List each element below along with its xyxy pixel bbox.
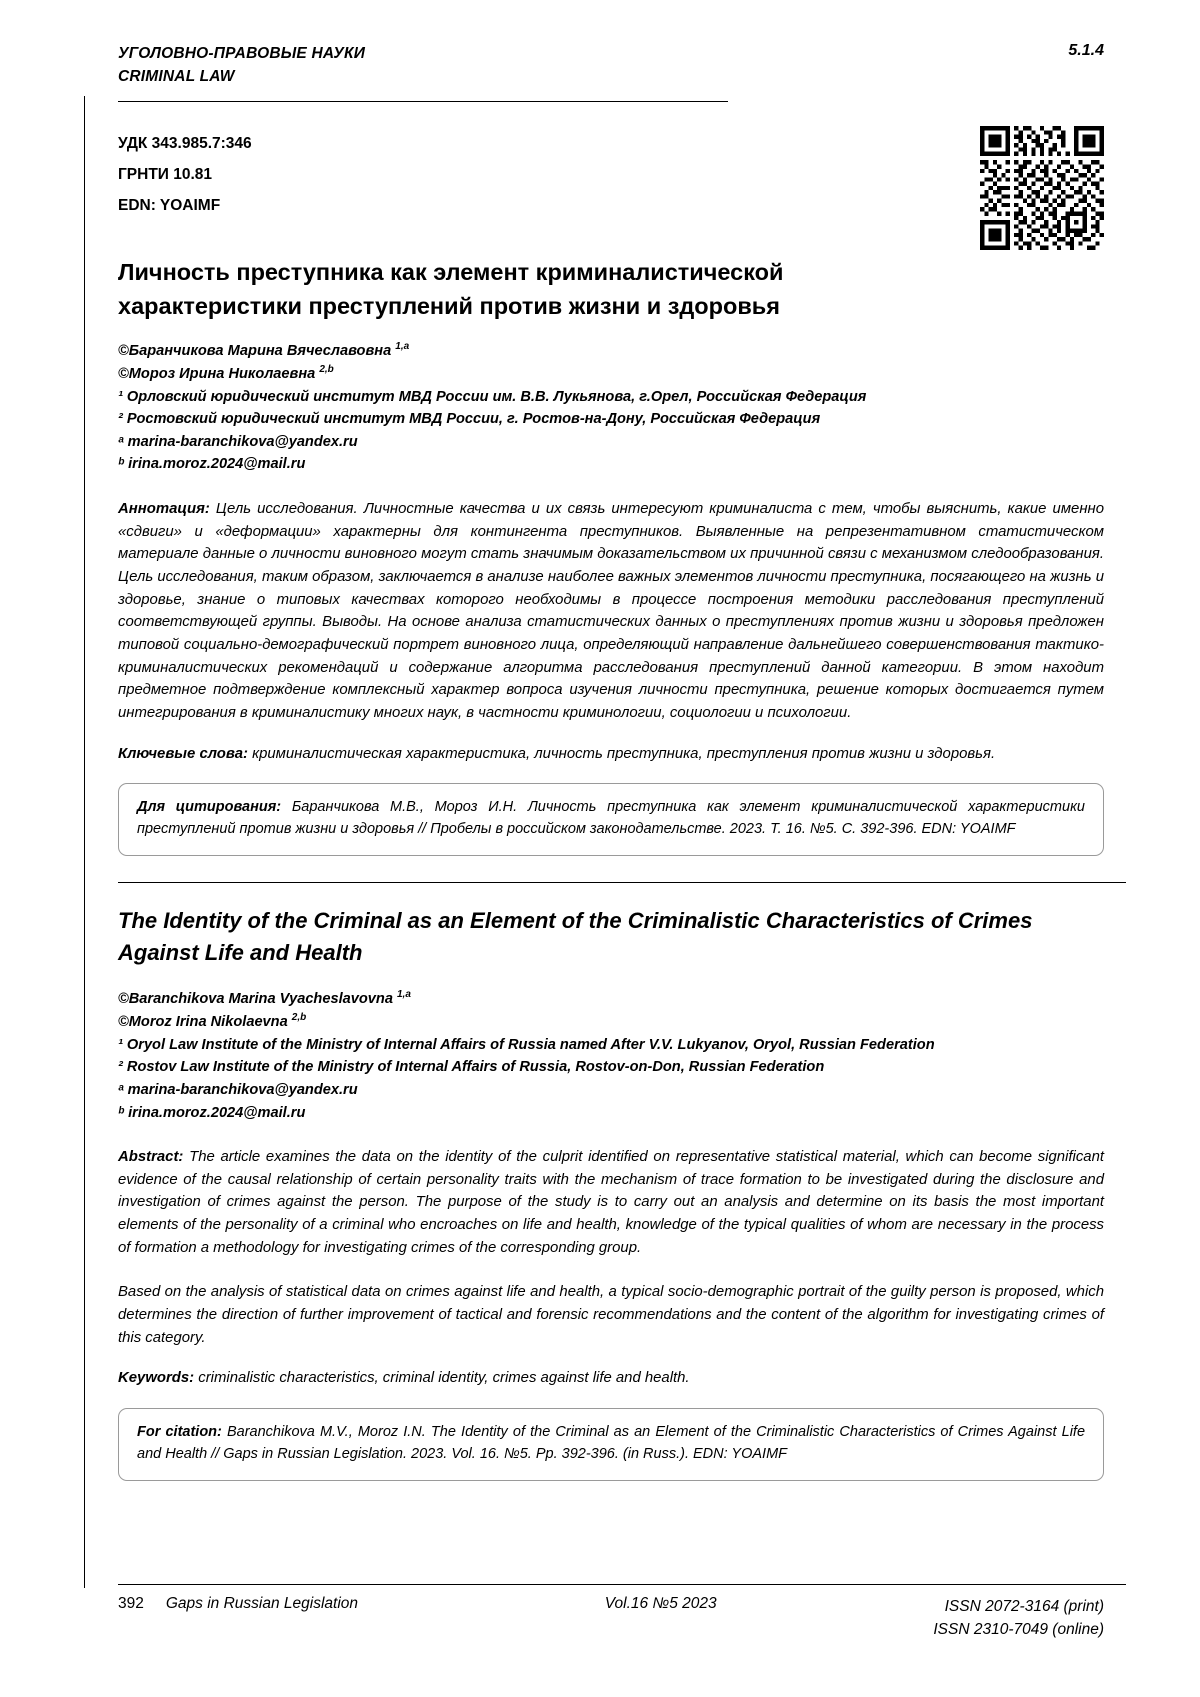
author-name-ru-2: ©Мороз Ирина Николаевна	[118, 365, 320, 382]
footer-left	[118, 1595, 358, 1613]
abstract-text-ru: Цель исследования. Личностные качества и их связь интересуют криминалиста с тем, чтобы выяснить, какие именно «сдвиги» и «деформации» характерны для контингента преступников. Выявленные на репрезентативном статистическом материале данные о личности виновного могут стать значимым доказательством их причинной связи с механизмом следообразования. Цель исследования, таким образом, заключается в анализе наиболее важных элементов личности преступника, посягающего на жизнь и здоровье, знание о типовых качествах которого необходимы в процессе построения методики расследования преступлений соответствующей группы. Выводы. На основе анализа статистических данных о преступлениях против жизни и здоровья предложен типовой социально-демографический портрет виновного лица, определяющий направление дальнейшего совершенствования тактико-криминалистических рекомендаций и содержание алгоритма расследования преступлений данной категории. В этом находит предметное подтверждение комплексный характер вопроса изучения личности преступника, решение которых достигается путем интегрирования в криминалистику многих наук, в частности криминологии, социологии и психологии.	[118, 501, 1104, 721]
page-footer	[96, 1584, 1104, 1642]
page-header	[96, 42, 1104, 89]
section-code: 5.1.4	[1068, 42, 1104, 59]
author-affil-sup-ru-2: 2,b	[319, 364, 334, 376]
abstract-en-paragraph-1	[96, 1146, 1104, 1259]
author-affil-sup-en-2: 2,b	[291, 1012, 307, 1024]
citation-box-en	[118, 1408, 1104, 1481]
section-heading-en: CRIMINAL LAW	[118, 68, 235, 86]
identifier-block	[96, 128, 1104, 221]
author-affil-sup-ru-1: 1,a	[395, 340, 410, 352]
page-title-ru: Личность преступника как элемент криминалистической характеристики преступлений против жизни и здоровья	[118, 258, 784, 319]
authors-block-en	[96, 987, 1104, 1124]
abstract-label-ru: Аннотация:	[118, 501, 210, 517]
udk-code: УДК 343.985.7:346	[118, 134, 252, 152]
left-margin-rule	[84, 96, 85, 1588]
author-line-ru-2	[118, 362, 1104, 385]
author-email-ru-1[interactable]: ᵃ marina-baranchikova@yandex.ru	[118, 433, 358, 450]
footer-divider	[118, 1584, 1126, 1585]
header-divider	[118, 101, 728, 102]
issn-online: ISSN 2310-7049 (online)	[933, 1620, 1104, 1638]
author-line-en-1	[118, 987, 1104, 1010]
author-email-en-1[interactable]: ᵃ marina-baranchikova@yandex.ru	[118, 1081, 358, 1098]
abstract-en-paragraph-2: Based on the analysis of statistical data on crimes against life and health, a typical socio-demographic portrait of the guilty person is proposed, which determines the direction of further improvement of tactical and forensic recommendations and the content of the algorithm for investigating crimes of this category.	[118, 1284, 1104, 1346]
author-name-en-1: ©Baranchikova Marina Vyacheslavovna	[118, 990, 397, 1007]
author-email-en-2[interactable]: ᵇ irina.moroz.2024@mail.ru	[118, 1104, 306, 1121]
abstract-label-en: Abstract:	[118, 1149, 184, 1166]
citation-label-en: For citation:	[137, 1424, 222, 1441]
keywords-text-ru: криминалистическая характеристика, личность преступника, преступления против жизни и здоровья.	[247, 745, 996, 762]
edn-code: EDN: YOAIMF	[118, 196, 221, 214]
grnti-code: ГРНТИ 10.81	[118, 165, 213, 183]
citation-text-ru: Баранчикова М.В., Мороз И.Н. Личность преступника как элемент криминалистической характеристики преступлений против жизни и здоровья // Пробелы в российском законодательстве. 2023. Т. 16. №5. С. 392-396. EDN: YOAIMF	[137, 799, 1085, 837]
keywords-en	[96, 1367, 1104, 1390]
page-title-en: The Identity of the Criminal as an Element of the Criminalistic Characteristics of Crimes Against Life and Health	[118, 907, 1033, 965]
author-email-ru-2[interactable]: ᵇ irina.moroz.2024@mail.ru	[118, 456, 306, 473]
abstract-text-en-1: The article examines the data on the identity of the culprit identified on representative statistical material, which can become significant evidence of the causal relationship of certain personality traits with the mechanism of trace formation to be investigated during the disclosure and investigation of crimes against the person. The purpose of the study is to carry out an analysis and determine on its basis the most important elements of the personality of a criminal who encroaches on life and health, knowledge of the typical qualities of whom are necessary in the process of formation a methodology for investigating crimes of the corresponding group.	[118, 1149, 1104, 1256]
keywords-text-en: criminalistic characteristics, criminal identity, crimes against life and health.	[194, 1370, 690, 1387]
page-number: 392	[118, 1594, 144, 1612]
affiliation-ru-2: ² Ростовский юридический институт МВД России, г. Ростов-на-Дону, Российская Федерация	[118, 411, 821, 428]
author-line-ru-1	[118, 339, 1104, 362]
keywords-ru	[96, 743, 1104, 766]
issn-block	[933, 1595, 1104, 1642]
affiliation-ru-1: ¹ Орловский юридический институт МВД России им. В.В. Лукьянова, г.Орел, Российская Федерация	[118, 388, 867, 405]
authors-block-ru	[96, 339, 1104, 476]
citation-box-ru	[118, 783, 1104, 856]
keywords-label-en: Keywords:	[118, 1370, 195, 1387]
citation-text-en: Baranchikova M.V., Moroz I.N. The Identity of the Criminal as an Element of the Criminalistic Characteristics of Crimes Against Life and Health // Gaps in Russian Legislation. 2023. Vol. 16. №5. Pp. 392-396. (in Russ.). EDN: YOAIMF	[137, 1424, 1086, 1462]
issn-print: ISSN 2072-3164 (print)	[944, 1597, 1104, 1615]
abstract-ru	[96, 498, 1104, 725]
author-name-en-2: ©Moroz Irina Nikolaevna	[118, 1014, 292, 1031]
affiliation-en-2: ² Rostov Law Institute of the Ministry of Internal Affairs of Russia, Rostov-on-Don, Russian Federation	[118, 1059, 825, 1076]
journal-name: Gaps in Russian Legislation	[165, 1594, 359, 1612]
author-line-en-2	[118, 1010, 1104, 1033]
issue-info: Vol.16 №5 2023	[604, 1594, 717, 1612]
affiliation-en-1: ¹ Oryol Law Institute of the Ministry of Internal Affairs of Russia named After V.V. Lukyanov, Oryol, Russian Federation	[118, 1036, 935, 1053]
section-heading	[118, 42, 365, 89]
keywords-label-ru: Ключевые слова:	[118, 745, 248, 762]
author-name-ru-1: ©Баранчикова Марина Вячеславовна	[118, 342, 396, 359]
section-heading-ru: УГОЛОВНО-ПРАВОВЫЕ НАУКИ	[118, 45, 366, 62]
citation-label-ru: Для цитирования:	[137, 799, 282, 816]
qr-code-icon[interactable]	[980, 126, 1104, 250]
author-affil-sup-en-1: 1,a	[396, 988, 411, 1000]
language-divider	[118, 882, 1126, 883]
